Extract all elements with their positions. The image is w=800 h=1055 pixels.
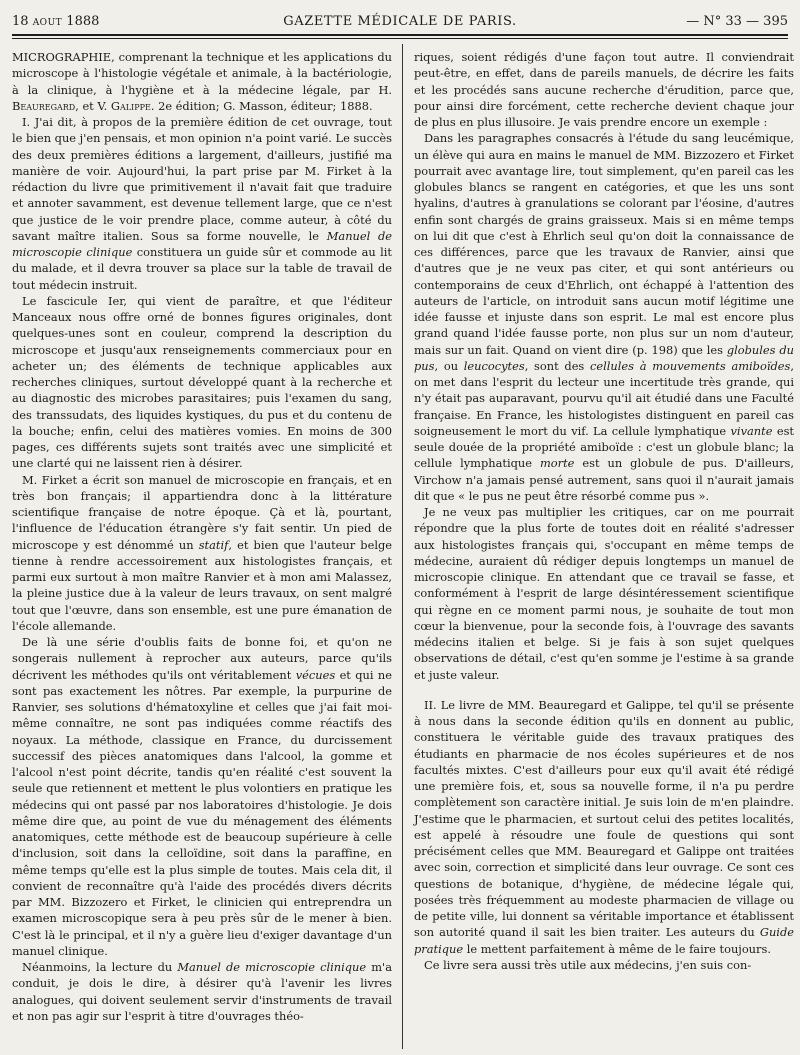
author-beauregard: Beauregard [12, 98, 76, 113]
header-rule-thick [12, 34, 788, 36]
paragraph: riques, soient rédigés d'une façon tout autre. Il conviendrait peut-être, en effet, dans de pareils manuels, de décrire les faits et les procédés sans aucune recherche d'érudition, parce que, pour ainsi dire forcément, cette recherche devient chaque jour de plus en plus illusoire. Je vais prendre encore un exemple : [414, 50, 794, 129]
issue-number: — N° 33 — 395 [686, 14, 788, 29]
paragraph: De là une série d'oublis faits de bonne foi, et qu'on ne songerais nullement à reprocher aux auteurs, parce qu'ils décrivent les méthodes qu'ils ont véritablement vécues et qui ne sont pas exactement les nôtres. Par exemple, la purpurine de Ranvier, ses solutions d'hématoxyline et celles que j'ai fait moi-même connaître, ne sont pas indiquées comme réactifs des noyaux. La méthode, classique en France, du durcissement successif des pièces anatomiques dans l'alcool, la gomme et l'alcool n'est point décrite, tandis qu'en réalité c'est souvent la seule que retiennent et mettent le plus volontiers en pratique les médecins qui ont passé par nos laboratoires d'histologie. Je dois même dire que, au point de vue du ménagement des éléments anatomiques, cette méthode est de beaucoup supérieure à celle d'inclusion, soit dans la celloïdine, soit dans la paraffine, en même temps qu'elle est la plus simple de toutes. Mais cela dit, il convient de reconnaître qu'à l'aide des procédés divers décrits par MM. Bizzozero et Firket, le clinicien qui entreprendra un examen microscopique sera à peu près sûr de le mener à bien. C'est là le principal, et il n'y a guère lieu d'exiger davantage d'un manuel clinique. [12, 635, 392, 958]
paragraph: Ce livre sera aussi très utile aux médecins, j'en suis con- [424, 957, 752, 972]
paragraph: Dans les paragraphes consacrés à l'étude du sang leucémique, un élève qui aura en mains le manuel de MM. Bizzozero et Firket pourrait avec avantage lire, tout simplement, qu'en pareil cas les globules blancs se rangent en catégories, et que les uns sont hyalins, d'autres à granulations se colorant par l'éosine, d'autres enfin sont chargés de grains graisseux. Mais si en même temps on lui dit que c'est à Ehrlich seul qu'on doit la connaissance de ces différences, parce que les travaux de Ranvier, ainsi que d'autres que je ne veux pas citer, et qui sont antérieurs ou contemporains de ceux d'Ehrlich, ont échappé à l'attention des auteurs de l'article, on introduit sans aucun motif légitime une idée fausse et injuste dans son esprit. Le mal est encore plus grand quand l'idée fausse porte, non plus sur un nom d'auteur, mais sur un fait. Quand on vient dire (p. 198) que les globules du pus, ou leucocytes, sont des cellules à mouvements amiboïdes, on met dans l'esprit du lecteur une incertitude très grande, qui n'y était pas auparavant, pourvu qu'il ait étudié dans une Faculté française. En France, les histologistes distinguent en pareil cas soigneusement le mort du vif. La cellule lymphatique vivante est seule douée de la propriété amiboïde : c'est un globule blanc; la cellule lymphatique morte est un globule de pus. D'ailleurs, Virchow n'a jamais pensé autrement, sans quoi il n'aurait jamais dit que « le pus ne peut être résorbé comme pus ». [414, 131, 794, 503]
journal-title: GAZETTE MÉDICALE DE PARIS. [283, 14, 517, 29]
paragraph: Je ne veux pas multiplier les critiques, car on me pourrait répondre que la plus forte de toutes doit en réalité s'adresser aux histologistes français qui, s'occupant en même temps de médecine, auraient dû rédiger depuis longtemps un manuel de microscopie clinique. En attendant que ce travail se fasse, et conformément à l'esprit de large désintéressement scientifique qui règne en ce moment parmi nous, je souhaite de tout mon cœur la bienvenue, pour la seconde fois, à l'ouvrage des savants médecins italien et belge. Si je fais à son sujet quelques observations de détail, c'est qu'en somme je l'estime à sa grande et juste valeur. [414, 505, 794, 682]
date-day: 18 [12, 14, 29, 29]
paragraph: M. Firket a écrit son manuel de microscopie en français, et en très bon français; il appartiendra donc à la littérature scientifique française de notre époque. Çà et là, pourtant, l'influence de l'éducation étrangère s'y fait sentir. Un pied de microscope y est dénommé un statif, et bien que l'auteur belge tienne à rendre accessoirement aux histologistes français, et parmi eux surtout à mon maître Ranvier et à mon ami Malassez, la pleine justice due à la valeur de leurs travaux, on sent malgré tout que l'œuvre, dans son ensemble, est une pure émanation de l'école allemande. [12, 472, 392, 633]
book-citation: MICROGRAPHIE, comprenant la technique et les applications du microscope à l'histologie végétale et animale, à la bactériologie, à la clinique, à l'hygiène et à la médecine légale, par H. Beauregard, et V. Galippe. 2e édition; G. Masson, éditeur; 1888. [12, 50, 392, 113]
paragraph: I. J'ai dit, à propos de la première édition de cet ouvrage, tout le bien que j'en pensais, et mon opinion n'a point varié. Le succès des deux premières éditions a largement, d'ailleurs, justifié ma manière de voir. Aujourd'hui, la part prise par M. Firket à la rédaction du livre que primitivement il n'avait fait que traduire et annoter savamment, est devenue tellement large, que ce n'est que justice de le voir prendre place, comme auteur, à côté du savant maître italien. Sous sa forme nouvelle, le Manuel de microscopie clinique constituera un guide sûr et commode au lit du malade, et il devra trouver sa place sur la table de travail de tout médecin instruit. [12, 115, 393, 292]
paragraph: II. Le livre de MM. Beauregard et Galippe, tel qu'il se présente à nous dans la seconde édition qu'ils en donnent au public, constituera le véritable guide des travaux pratiques des étudiants en pharmacie de nos écoles supérieures et de nos facultés mixtes. C'est d'ailleurs pour eux qu'il avait été rédigé une première fois, et, sous sa nouvelle forme, il n'a pu perdre complètement son caractère initial. Je suis loin de m'en plaindre. J'estime que le pharmacien, et surtout celui des petites localités, est appelé à résoudre une foule de questions qui sont précisément celles que MM. Beauregard et Galippe ont traitées avec soin, correction et simplicité dans leur ouvrage. Ce sont ces questions de botanique, d'hygiène, de médecine légale qui, posées très fréquemment au modeste pharmacien de village ou de petite ville, lui donnent sa véritable importance et établissent son autorité quand il sait les bien traiter. Les auteurs du Guide pratique le mettent parfaitement à même de le faire toujours. [414, 697, 794, 956]
citation-lead: MICROGRAPHIE [12, 50, 112, 64]
page-header [12, 10, 788, 34]
paragraph: Néanmoins, la lecture du Manuel de microscopie clinique m'a conduit, je dois le dire, à désirer qu'à l'avenir les livres analogues, qui doivent seulement servir d'instruments de travail et non pas agir sur l'esprit à titre d'ouvrages théo- [12, 960, 392, 1023]
date-year: 1888 [66, 14, 100, 29]
author-galippe: Galippe [110, 98, 151, 113]
paragraph: Le fascicule Ier, qui vient de paraître, et que l'éditeur Manceaux nous offre orné de bonnes figures originales, dont quelques-unes sont en couleur, comprend la description du microscope et jusqu'aux renseignements commerciaux pour en acheter un; des éléments de technique applicables aux recherches cliniques, surtout développé quant à la recherche et au diagnostic des microbes parasitaires; puis l'examen du sang, des transsudats, des liquides kystiques, du pus et du contenu de la bouche; enfin, celui des matières vomies. En moins de 300 pages, ces différents sujets sont traités avec une simplicité et une clarté qui ne laissent rien à désirer. [12, 293, 392, 471]
right-column [414, 49, 794, 973]
column-divider [402, 44, 403, 1049]
date-month: AOUT [32, 18, 63, 28]
header-rule-thin [12, 38, 788, 39]
left-column [12, 49, 392, 1024]
